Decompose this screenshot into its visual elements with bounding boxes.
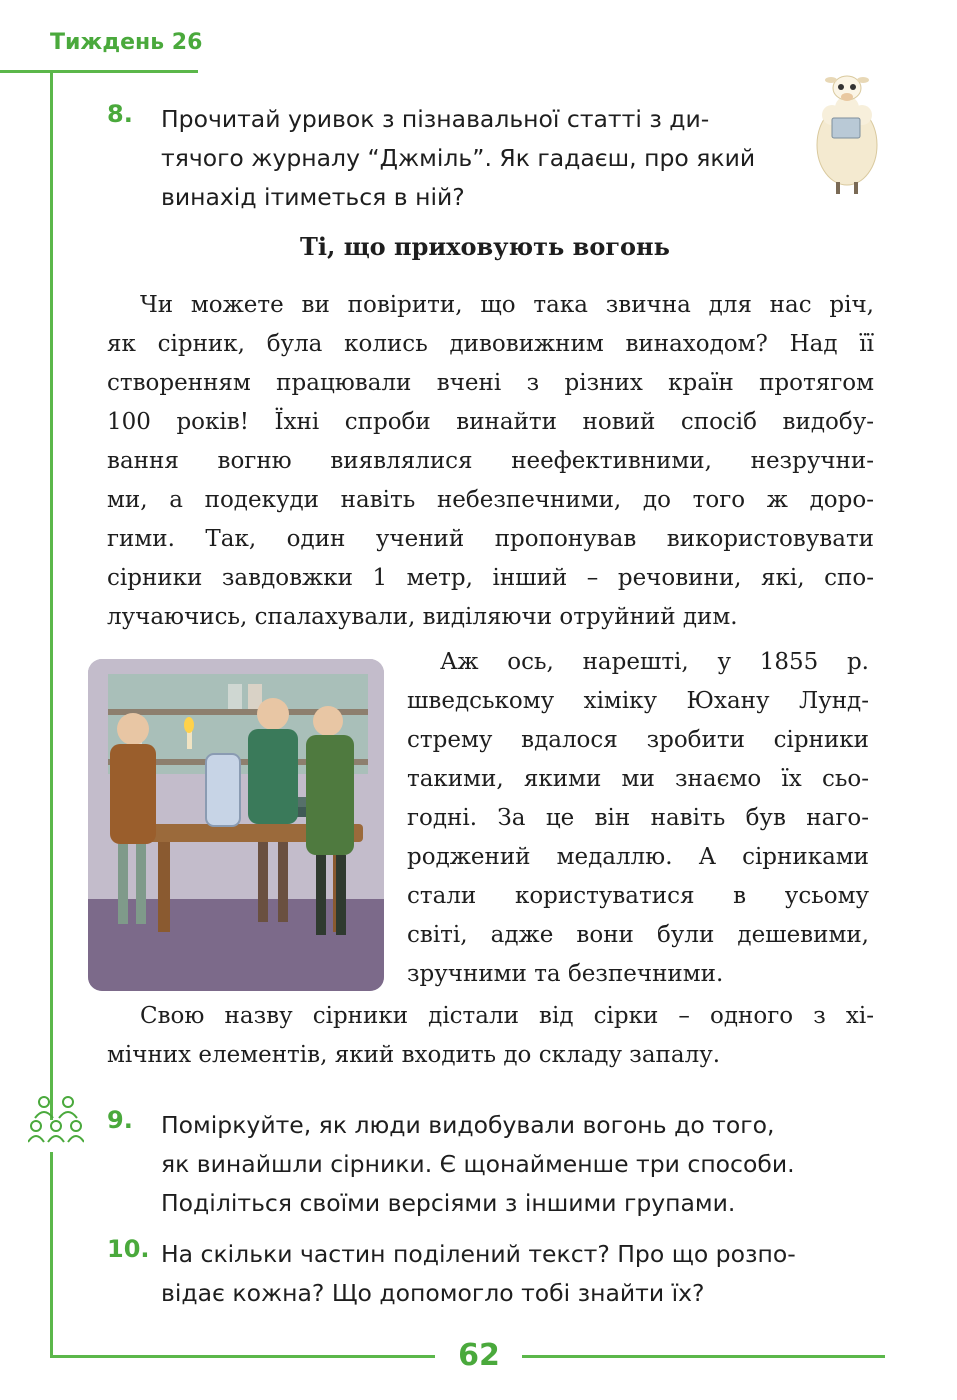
text-line: створенням працювали вчені з різних країн протягом <box>107 370 874 396</box>
text-line: вання вогню виявлялися неефективними, незручни- <box>107 448 874 474</box>
text-line: гими. Так, один учений пропонував використовувати <box>107 526 874 552</box>
task-line: тячого журналу “Джміль”. Як гадаєш, про який <box>161 144 756 172</box>
article-paragraph-2 <box>407 643 869 994</box>
text-line: світі, адже вони були дешевими, <box>407 922 869 948</box>
task-line: На скільки частин поділений текст? Про що розпо- <box>161 1240 796 1268</box>
week-label: Тиждень 26 <box>50 30 203 55</box>
text-line: 100 років! Їхні спроби винайти новий спосіб видобу- <box>107 409 874 435</box>
text-line: такими, якими ми знаємо їх сьо- <box>407 766 869 792</box>
bottom-rule-right <box>522 1355 885 1358</box>
task-text <box>161 1235 796 1313</box>
text-line: Аж ось, нарешті, у 1855 р. <box>440 649 869 675</box>
text-line: годні. За це він навіть був наго- <box>407 805 869 831</box>
text-line: лучаючись, спалахували, виділяючи отруйний дим. <box>107 604 738 630</box>
text-line: зручними та безпечними. <box>407 961 724 987</box>
scientists-illustration <box>88 659 384 991</box>
task-text <box>161 1106 795 1223</box>
text-line: Чи можете ви повірити, що така звична для нас річ, <box>140 292 874 318</box>
task-line: як винайшли сірники. Є щонайменше три способи. <box>161 1150 795 1178</box>
top-rule <box>0 70 198 73</box>
article-paragraph-3 <box>107 997 874 1075</box>
text-line: роджений медаллю. А сірниками <box>407 844 869 870</box>
text-line: шведському хіміку Юхану Лунд- <box>407 688 869 714</box>
left-rule-bottom <box>50 1152 53 1358</box>
article-title: Ті, що приховують вогонь <box>300 232 670 261</box>
task-line: винахід ітиметься в ній? <box>161 183 465 211</box>
task-number: 10. <box>107 1235 150 1263</box>
sheep-with-tablet-icon <box>812 70 882 195</box>
text-line: Свою назву сірники дістали від сірки – одного з хі- <box>140 1003 874 1029</box>
task-line: Поміркуйте, як люди видобували вогонь до того, <box>161 1111 775 1139</box>
task-text <box>161 100 755 217</box>
text-line: ми, а подекуди навіть небезпечними, до того ж доро- <box>107 487 874 513</box>
page-number: 62 <box>458 1338 500 1373</box>
article-paragraph-1 <box>107 286 874 637</box>
task-line: відає кожна? Що допомогло тобі знайти їх? <box>161 1279 705 1307</box>
task-number: 9. <box>107 1106 133 1134</box>
text-line: стали користуватися в усьому <box>407 883 869 909</box>
text-line: як сірник, була колись дивовижним винаходом? Над її <box>107 331 874 357</box>
text-line: стрему вдалося зробити сірники <box>407 727 869 753</box>
group-icon <box>28 1094 84 1152</box>
task-line: Прочитай уривок з пізнавальної статті з ди- <box>161 105 710 133</box>
task-number: 8. <box>107 100 133 128</box>
task-line: Поділіться своїми версіями з іншими групами. <box>161 1189 736 1217</box>
text-line: сірники завдовжки 1 метр, інший – речовини, які, спо- <box>107 565 874 591</box>
left-rule <box>50 70 53 1120</box>
bottom-rule-left <box>50 1355 435 1358</box>
text-line: мічних елементів, який входить до складу запалу. <box>107 1042 721 1068</box>
